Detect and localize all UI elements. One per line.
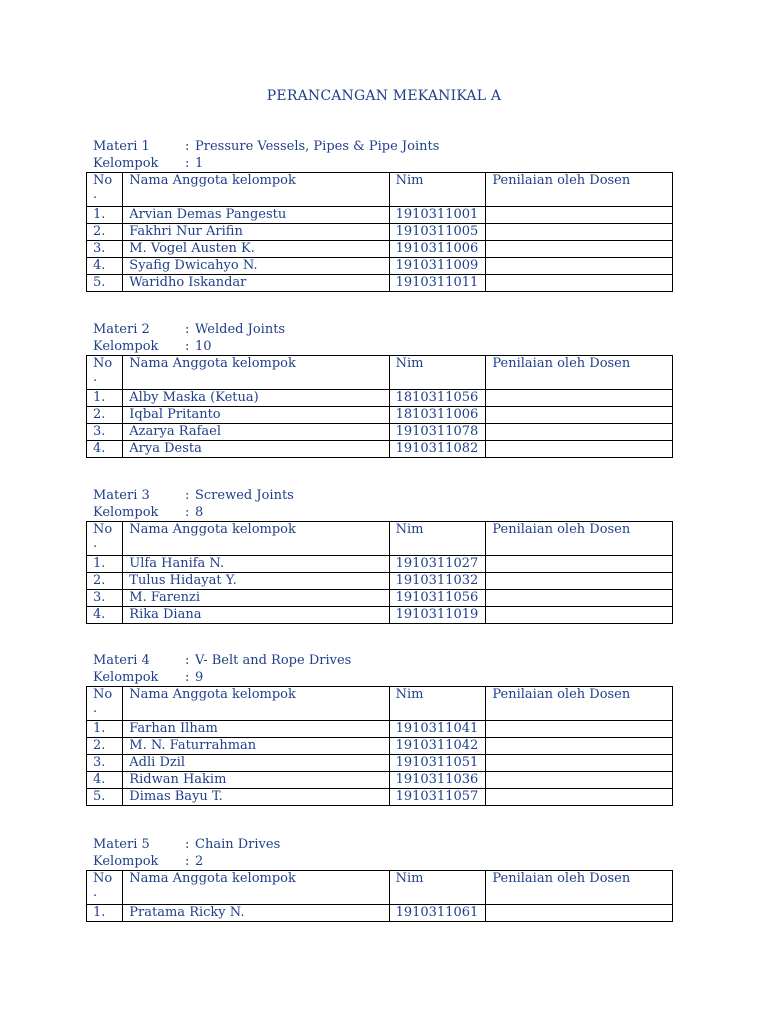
row-no: 5.	[87, 275, 123, 292]
kelompok-separator: :	[185, 670, 190, 685]
materi-section	[93, 652, 673, 804]
table-row	[87, 424, 673, 441]
row-penilaian	[486, 241, 673, 258]
row-nama: Farhan Ilham	[123, 721, 389, 738]
header-nama: Nama Anggota kelompok	[123, 871, 389, 905]
kelompok-number: 10	[195, 339, 212, 354]
table-row	[87, 905, 673, 922]
header-nama: Nama Anggota kelompok	[123, 522, 389, 556]
row-nim: 1910311019	[389, 607, 486, 624]
row-no: 4.	[87, 441, 123, 458]
row-penilaian	[486, 258, 673, 275]
kelompok-number: 8	[195, 505, 204, 520]
row-no: 1.	[87, 721, 123, 738]
header-nama: Nama Anggota kelompok	[123, 356, 389, 390]
row-penilaian	[486, 905, 673, 922]
row-nama: Arvian Demas Pangestu	[123, 207, 389, 224]
row-nama: M. N. Faturrahman	[123, 738, 389, 755]
materi-section	[93, 321, 673, 456]
table-row	[87, 407, 673, 424]
row-nama: M. Vogel Austen K.	[123, 241, 389, 258]
row-penilaian	[486, 738, 673, 755]
header-nim: Nim	[389, 522, 486, 556]
row-penilaian	[486, 390, 673, 407]
materi-line	[93, 321, 673, 338]
members-table	[86, 870, 673, 922]
row-nim: 1910311011	[389, 275, 486, 292]
materi-line	[93, 836, 673, 853]
row-penilaian	[486, 275, 673, 292]
row-nim: 1810311006	[389, 407, 486, 424]
materi-section	[93, 836, 673, 920]
kelompok-label: Kelompok	[93, 670, 159, 685]
materi-topic: Pressure Vessels, Pipes & Pipe Joints	[195, 139, 440, 154]
row-nama: Alby Maska (Ketua)	[123, 390, 389, 407]
row-no: 2.	[87, 738, 123, 755]
materi-line	[93, 652, 673, 669]
kelompok-number: 2	[195, 854, 204, 869]
kelompok-label: Kelompok	[93, 505, 159, 520]
row-nama: Syafig Dwicahyo N.	[123, 258, 389, 275]
row-nama: Ulfa Hanifa N.	[123, 556, 389, 573]
row-penilaian	[486, 556, 673, 573]
row-nama: Rika Diana	[123, 607, 389, 624]
kelompok-line	[93, 853, 673, 870]
row-nama: Iqbal Pritanto	[123, 407, 389, 424]
table-row	[87, 738, 673, 755]
table-row	[87, 721, 673, 738]
row-penilaian	[486, 607, 673, 624]
kelompok-separator: :	[185, 156, 190, 171]
row-nama: Tulus Hidayat Y.	[123, 573, 389, 590]
header-no: No .	[87, 687, 123, 721]
members-table	[86, 172, 673, 292]
row-nama: Ridwan Hakim	[123, 772, 389, 789]
row-nama: M. Farenzi	[123, 590, 389, 607]
row-no: 2.	[87, 573, 123, 590]
row-nim: 1910311009	[389, 258, 486, 275]
row-nama: Azarya Rafael	[123, 424, 389, 441]
row-no: 3.	[87, 424, 123, 441]
table-row	[87, 755, 673, 772]
row-no: 4.	[87, 607, 123, 624]
row-penilaian	[486, 755, 673, 772]
row-nama: Dimas Bayu T.	[123, 789, 389, 806]
table-header-row	[87, 687, 673, 721]
materi-topic: Screwed Joints	[195, 488, 294, 503]
header-penilaian: Penilaian oleh Dosen	[486, 871, 673, 905]
row-nim: 1910311027	[389, 556, 486, 573]
row-penilaian	[486, 772, 673, 789]
table-row	[87, 789, 673, 806]
table-row	[87, 772, 673, 789]
header-no: No .	[87, 522, 123, 556]
materi-separator: :	[185, 653, 190, 668]
members-table	[86, 686, 673, 806]
kelompok-separator: :	[185, 505, 190, 520]
materi-topic: Welded Joints	[195, 322, 286, 337]
table-row	[87, 258, 673, 275]
header-penilaian: Penilaian oleh Dosen	[486, 173, 673, 207]
row-penilaian	[486, 590, 673, 607]
table-row	[87, 207, 673, 224]
kelompok-number: 9	[195, 670, 204, 685]
materi-separator: :	[185, 837, 190, 852]
row-no: 5.	[87, 789, 123, 806]
table-row	[87, 590, 673, 607]
materi-separator: :	[185, 322, 190, 337]
row-nama: Arya Desta	[123, 441, 389, 458]
members-table	[86, 521, 673, 624]
materi-label: Materi 4	[93, 653, 150, 668]
row-nim: 1910311006	[389, 241, 486, 258]
materi-separator: :	[185, 139, 190, 154]
kelompok-separator: :	[185, 854, 190, 869]
members-table	[86, 355, 673, 458]
header-nim: Nim	[389, 356, 486, 390]
header-nim: Nim	[389, 687, 486, 721]
row-no: 1.	[87, 207, 123, 224]
materi-line	[93, 138, 673, 155]
materi-topic: Chain Drives	[195, 837, 281, 852]
kelompok-label: Kelompok	[93, 854, 159, 869]
table-header-row	[87, 871, 673, 905]
header-no: No .	[87, 871, 123, 905]
header-no: No .	[87, 356, 123, 390]
row-nim: 1910311057	[389, 789, 486, 806]
kelompok-line	[93, 669, 673, 686]
row-no: 4.	[87, 258, 123, 275]
table-header-row	[87, 356, 673, 390]
header-nama: Nama Anggota kelompok	[123, 687, 389, 721]
materi-line	[93, 487, 673, 504]
header-nama: Nama Anggota kelompok	[123, 173, 389, 207]
row-nim: 1910311051	[389, 755, 486, 772]
table-header-row	[87, 173, 673, 207]
row-penilaian	[486, 407, 673, 424]
row-nim: 1910311041	[389, 721, 486, 738]
row-nim: 1910311056	[389, 590, 486, 607]
kelompok-line	[93, 504, 673, 521]
row-nim: 1910311042	[389, 738, 486, 755]
row-no: 3.	[87, 241, 123, 258]
table-row	[87, 607, 673, 624]
row-no: 3.	[87, 590, 123, 607]
row-no: 4.	[87, 772, 123, 789]
row-no: 3.	[87, 755, 123, 772]
row-no: 2.	[87, 407, 123, 424]
row-nama: Pratama Ricky N.	[123, 905, 389, 922]
materi-separator: :	[185, 488, 190, 503]
table-row	[87, 224, 673, 241]
table-row	[87, 573, 673, 590]
table-row	[87, 275, 673, 292]
kelompok-line	[93, 338, 673, 355]
row-nim: 1910311061	[389, 905, 486, 922]
materi-label: Materi 3	[93, 488, 150, 503]
header-no: No .	[87, 173, 123, 207]
row-penilaian	[486, 441, 673, 458]
header-nim: Nim	[389, 871, 486, 905]
materi-label: Materi 1	[93, 139, 150, 154]
row-penilaian	[486, 224, 673, 241]
materi-topic: V- Belt and Rope Drives	[195, 653, 352, 668]
header-penilaian: Penilaian oleh Dosen	[486, 522, 673, 556]
header-penilaian: Penilaian oleh Dosen	[486, 356, 673, 390]
header-penilaian: Penilaian oleh Dosen	[486, 687, 673, 721]
row-no: 1.	[87, 556, 123, 573]
row-penilaian	[486, 789, 673, 806]
row-nim: 1810311056	[389, 390, 486, 407]
row-penilaian	[486, 573, 673, 590]
kelompok-separator: :	[185, 339, 190, 354]
table-row	[87, 241, 673, 258]
row-nim: 1910311078	[389, 424, 486, 441]
row-nim: 1910311082	[389, 441, 486, 458]
row-nim: 1910311036	[389, 772, 486, 789]
kelompok-label: Kelompok	[93, 156, 159, 171]
row-no: 2.	[87, 224, 123, 241]
table-header-row	[87, 522, 673, 556]
table-row	[87, 556, 673, 573]
row-no: 1.	[87, 390, 123, 407]
table-row	[87, 390, 673, 407]
kelompok-number: 1	[195, 156, 204, 171]
row-nim: 1910311005	[389, 224, 486, 241]
row-nama: Fakhri Nur Arifin	[123, 224, 389, 241]
header-nim: Nim	[389, 173, 486, 207]
row-nama: Waridho Iskandar	[123, 275, 389, 292]
row-penilaian	[486, 207, 673, 224]
row-nim: 1910311001	[389, 207, 486, 224]
row-no: 1.	[87, 905, 123, 922]
row-nama: Adli Dzil	[123, 755, 389, 772]
kelompok-line	[93, 155, 673, 172]
row-penilaian	[486, 424, 673, 441]
kelompok-label: Kelompok	[93, 339, 159, 354]
page-title: PERANCANGAN MEKANIKAL A	[266, 88, 502, 104]
materi-section	[93, 138, 673, 290]
table-row	[87, 441, 673, 458]
materi-label: Materi 2	[93, 322, 150, 337]
materi-section	[93, 487, 673, 622]
materi-label: Materi 5	[93, 837, 150, 852]
row-penilaian	[486, 721, 673, 738]
row-nim: 1910311032	[389, 573, 486, 590]
